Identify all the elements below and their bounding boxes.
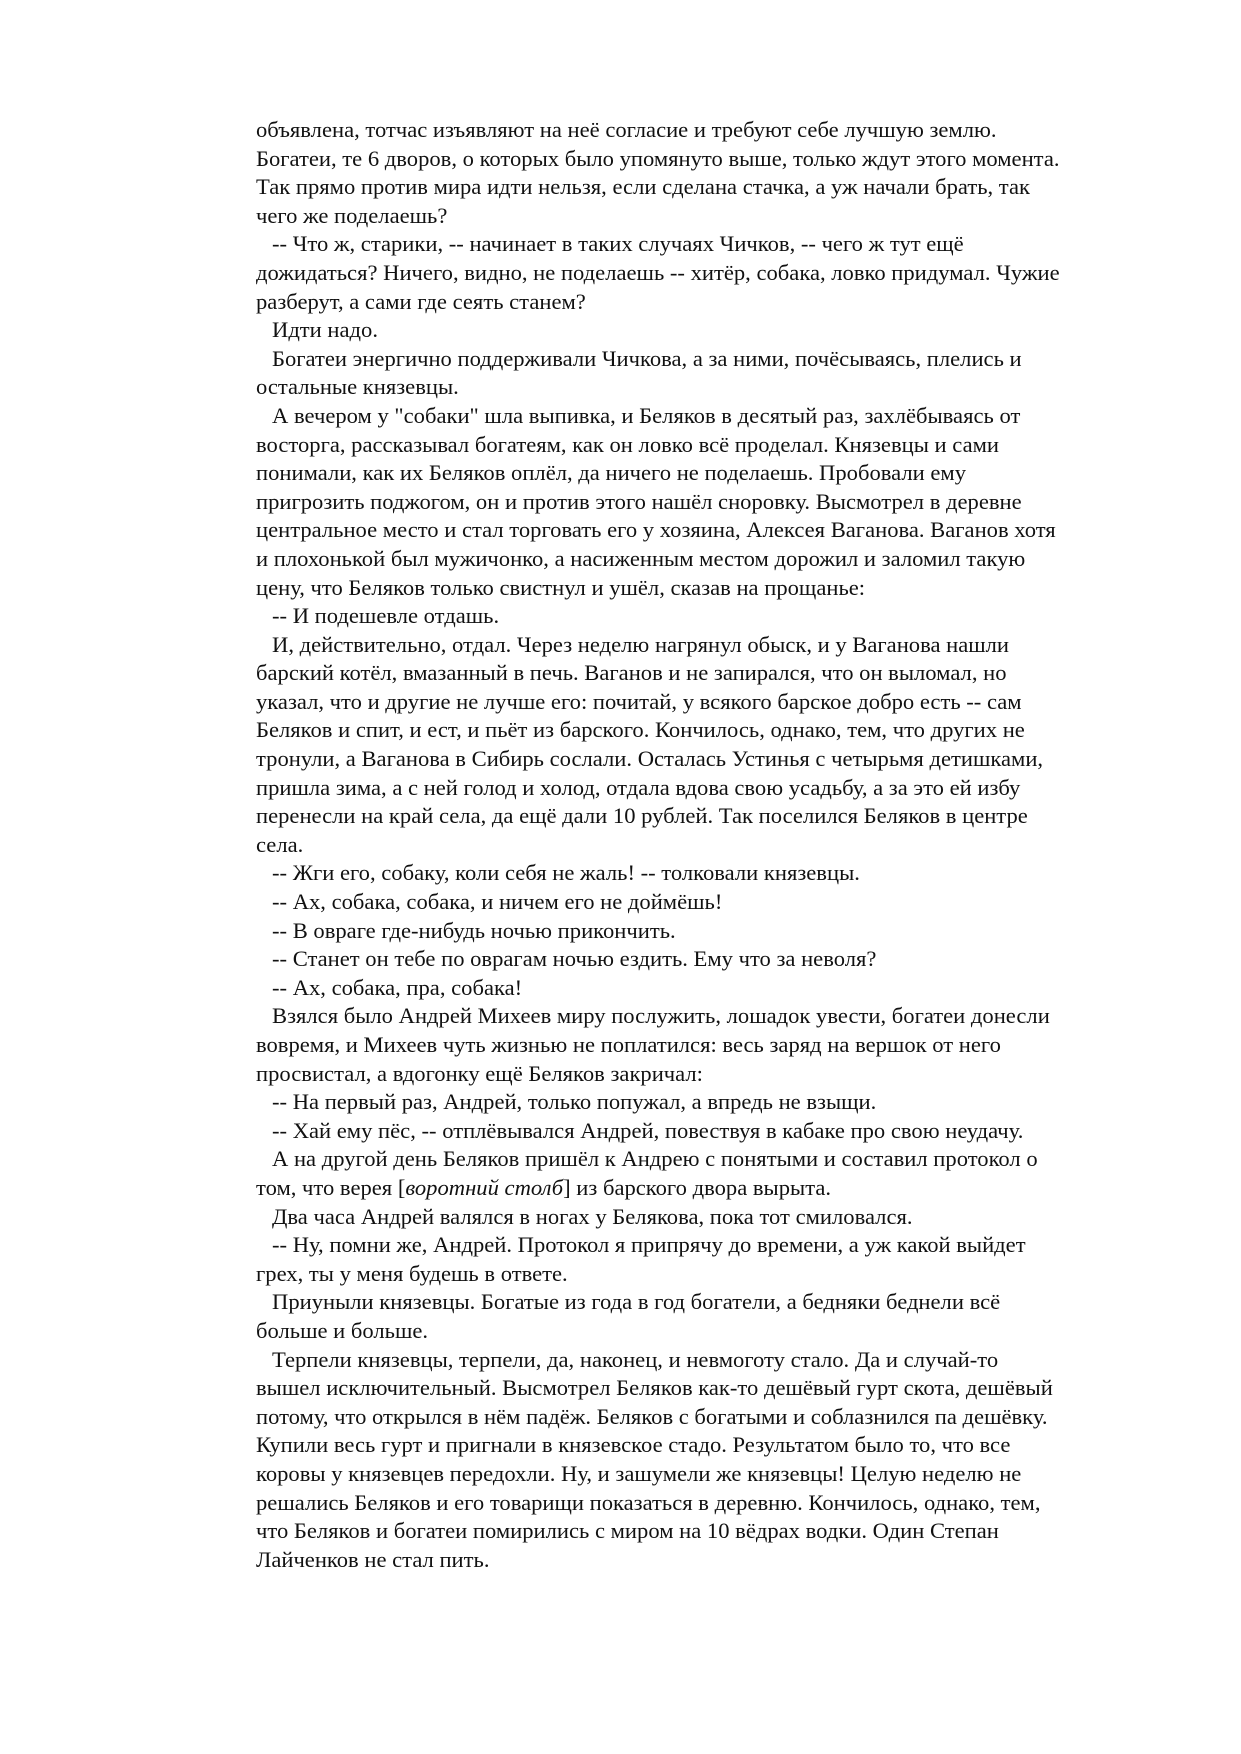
- protocol-text-after: ] из барского двора вырыта.: [563, 1174, 832, 1200]
- protocol-text-before: А на другой день Беляков пришёл к Андрею с понятыми и составил протокол о том, что верея [: [256, 1146, 1038, 1200]
- paragraph-chichkov-speech: -- Что ж, старики, -- начинает в таких случаях Чичков, -- чего ж тут ещё дожидаться? Ничего, видно, не поделаешь -- хитёр, собака, ловко придумал. Чужие разберут, а сами где сеять станем?: [256, 231, 1060, 314]
- paragraph-hai-emu-pes: -- Хай ему пёс, -- отплёвывался Андрей, повествуя в кабаке про свою неудачу.: [272, 1117, 1024, 1143]
- paragraph-cheaper: -- И подешевле отдашь.: [272, 603, 500, 629]
- paragraph-protocol: [256, 1145, 1186, 1202]
- paragraph-search: И, действительно, отдал. Через неделю нагрянул обыск, и у Ваганова нашли барский котёл, вмазанный в печь. Ваганов и не запирался, что он выломал, но указал, что и другие не лучше его: почитай, у всякого барское добро есть -- сам Беляков и спит, и ест, и пьёт из барского. Кончилось, однако, тем, что других не тронули, а Ваганова в Сибирь сослали. Осталась Устинья с четырьмя детишками, пришла зима, а с ней голод и холод, отдала вдова свою усадьбу, а за это ей избу перенесли на край села, да ещё дали 10 рублей. Так поселился Беляков в центре села.: [256, 631, 1044, 857]
- paragraph-burn-him: -- Жги его, собаку, коли себя не жаль! -- толковали князевцы.: [272, 860, 860, 886]
- paragraph-two-hours: Два часа Андрей валялся в ногах у Белякова, пока тот смиловался.: [272, 1203, 913, 1229]
- paragraph-ravine: -- В овраге где-нибудь ночью прикончить.: [272, 917, 676, 943]
- paragraph-first-time: -- На первый раз, Андрей, только попужал, а впредь не взыщи.: [272, 1089, 877, 1115]
- paragraph-priunyli: Приуныли князевцы. Богатые из года в год богатели, а бедняки беднели всё больше и больше.: [256, 1289, 1001, 1343]
- paragraph-ah-sobaka: -- Ах, собака, собака, и ничем его не доймёшь!: [272, 889, 723, 915]
- paragraph-wont-ride: -- Станет он тебе по оврагам ночью ездить. Ему что за неволя?: [272, 946, 877, 972]
- paragraph-intro: объявлена, тотчас изъявляют на неё согласие и требуют себе лучшую землю. Богатеи, те 6 дворов, о которых было упомянуто выше, только ждут этого момента. Так прямо против мира идти нельзя, если сделана стачка, а уж начали брать, так чего же поделаешь?: [256, 117, 1060, 228]
- paragraph-idti-nado: Идти надо.: [272, 317, 378, 343]
- paragraph-bogatei-support: Богатеи энергично поддерживали Чичкова, а за ними, почёсываясь, плелись и остальные князевцы.: [256, 345, 1022, 400]
- paragraph-remember-andrey: -- Ну, помни же, Андрей. Протокол я припрячу до времени, а уж какой выйдет грех, ты у меня будешь в ответе.: [256, 1232, 1026, 1286]
- paragraph-pra-sobaka: -- Ах, собака, пра, собака!: [272, 974, 523, 1000]
- gloss-vorotniy-stolb: воротний столб: [405, 1174, 564, 1200]
- document-page: [256, 116, 1186, 1574]
- paragraph-terpeli: Терпели князевцы, терпели, да, наконец, и невмоготу стало. Да и случай-то вышел исключительный. Высмотрел Беляков как-то дешёвый гурт скота, дешёвый потому, что открылся в нём падёж. Беляков с богатыми и соблазнился па дешёвку. Купили весь гурт и пригнали в князевское стадо. Результатом было то, что все коровы у князевцев передохли. Ну, и зашумели же князевцы! Целую неделю не решались Беляков и его товарищи показаться в деревню. Кончилось, однако, тем, что Беляков и богатеи помирились с миром на 10 вёдрах водки. Один Степан Лайченков не стал пить.: [256, 1346, 1053, 1572]
- paragraph-andrey-mikheev: Взялся было Андрей Михеев миру послужить, лошадок увести, богатеи донесли вовремя, и Михеев чуть жизнью не поплатился: весь заряд на вершок от него просвистал, а вдогонку ещё Беляков закричал:: [256, 1003, 1050, 1086]
- paragraph-evening-drinking: А вечером у "собаки" шла выпивка, и Беляков в десятый раз, захлёбываясь от восторга, рассказывал богатеям, как он ловко всё проделал. Князевцы и сами понимали, как их Беляков оплёл, да ничего не поделаешь. Пробовали ему пригрозить поджогом, он и против этого нашёл сноровку. Высмотрел в деревне центральное место и стал торговать его у хозяина, Алексея Ваганова. Ваганов хотя и плохонькой был мужичонко, а насиженным местом дорожил и заломил такую цену, что Беляков только свистнул и ушёл, сказав на прощанье:: [256, 402, 1056, 600]
